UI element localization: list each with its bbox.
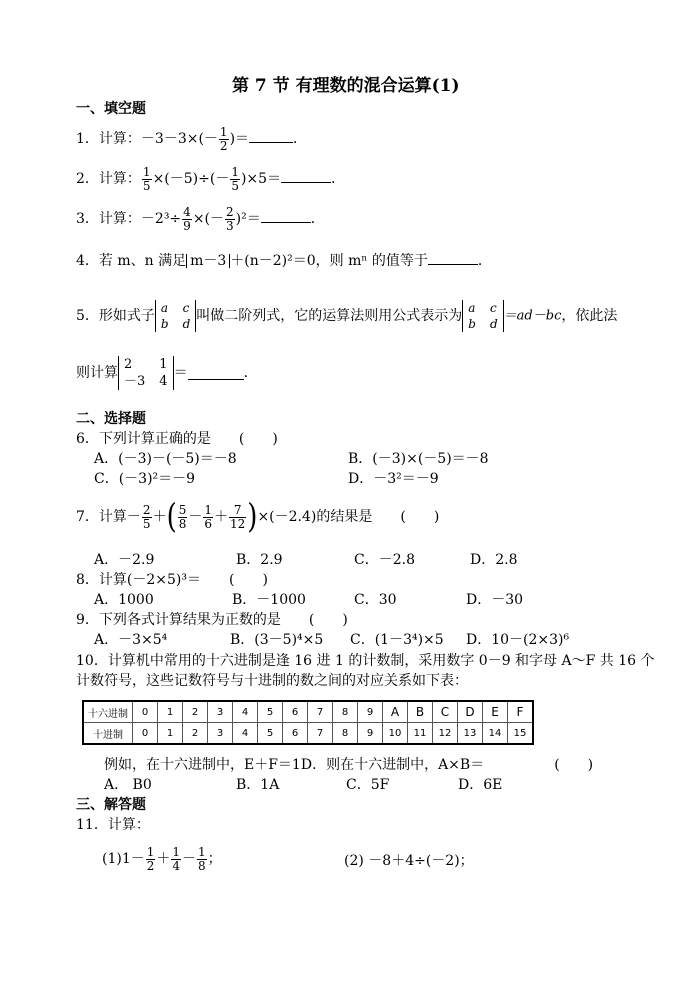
question-7-option-b[interactable]: B．2.9 — [236, 552, 283, 568]
determinant-template: a c b d — [155, 300, 196, 332]
question-7-stem: 7．计算－ $\frac{2}{5}$ ＋( $\frac{5}{8}$ － $\frac{1}{6}$ ＋ $\frac{7}{12}$ )×(－2.4)的结果是 ( ) — [76, 497, 440, 537]
left-paren-icon: ( — [166, 497, 177, 537]
hex-cell: E — [483, 701, 508, 723]
question-8-option-c[interactable]: C．30 — [354, 592, 397, 608]
question-9-option-c[interactable]: C．(1－3⁴)×5 — [350, 632, 444, 648]
hex-cell: 3 — [208, 701, 233, 723]
dec-cell: 0 — [133, 723, 158, 745]
section-heading-fill-blank: 一、填空题 — [76, 101, 146, 117]
fraction: $\frac{1}{5}$ — [142, 165, 151, 193]
question-11-part-2: (2) －8＋4÷(－2)； — [344, 853, 474, 869]
question-9-option-a[interactable]: A．－3×5⁴ — [94, 632, 168, 648]
hex-cell: 8 — [333, 701, 358, 723]
fraction: $\frac{2}{5}$ — [142, 503, 151, 531]
fraction: $\frac{1}{6}$ — [204, 503, 212, 531]
dec-cell: 6 — [283, 723, 308, 745]
section-heading-multiple-choice: 二、选择题 — [76, 411, 146, 427]
question-3: 3．计算：－2³÷ $\frac{4}{9}$ ×(－ $\frac{2}{3}$ )²＝ ． — [76, 205, 325, 233]
question-10-option-a[interactable]: A． B0 — [104, 777, 152, 793]
question-6-option-d[interactable]: D．－3²＝－9 — [348, 471, 439, 487]
hex-cell: B — [408, 701, 433, 723]
question-6-option-a[interactable]: A．(－3)－(－5)＝－8 — [94, 451, 237, 467]
hex-cell: C — [433, 701, 458, 723]
table-row-hex — [83, 701, 533, 723]
dec-cell: 1 — [158, 723, 183, 745]
determinant-formula: a c b d — [462, 300, 503, 332]
dec-cell: 12 — [433, 723, 458, 745]
dec-cell: 4 — [233, 723, 258, 745]
question-7-option-d[interactable]: D．2.8 — [470, 552, 518, 568]
row-label-dec: 十进制 — [83, 723, 133, 745]
dec-cell: 2 — [183, 723, 208, 745]
question-10-stem-line1: 10．计算机中常用的十六进制是逢 16 进 1 的计数制，采用数字 0－9 和字母 A～F 共 16 个 — [76, 653, 655, 669]
dec-cell: 13 — [458, 723, 483, 745]
answer-blank[interactable] — [249, 130, 293, 143]
dec-cell: 5 — [258, 723, 283, 745]
section-heading-solutions: 三、解答题 — [76, 797, 146, 813]
determinant-numeric: 2 1 －3 4 — [118, 356, 174, 390]
dec-cell: 11 — [408, 723, 433, 745]
fraction: $\frac{4}{9}$ — [183, 205, 191, 233]
question-9-stem: 9．下列各式计算结果为正数的是 ( ) — [76, 612, 348, 628]
answer-blank[interactable] — [281, 170, 331, 183]
row-label-hex: 十六进制 — [83, 701, 133, 723]
question-10-example: 例如，在十六进制中，E＋F＝1D．则在十六进制中，A×B＝ ( ) — [104, 757, 594, 773]
question-10-option-b[interactable]: B．1A — [236, 777, 280, 793]
fraction: $\frac{1}{8}$ — [198, 845, 206, 873]
answer-blank[interactable] — [261, 210, 311, 223]
question-10-option-d[interactable]: D．6E — [458, 777, 503, 793]
hex-cell: 9 — [358, 701, 383, 723]
question-11-part-1: (1)1－ $\frac{1}{2}$ ＋ $\frac{1}{4}$ － $\frac{1}{8}$ ； — [102, 845, 222, 873]
fraction: $\frac{1}{4}$ — [172, 845, 181, 873]
fraction: $\frac{1}{2}$ — [219, 125, 228, 153]
question-7-option-a[interactable]: A．－2.9 — [94, 552, 155, 568]
table-row-dec — [83, 723, 533, 745]
hex-cell: 5 — [258, 701, 283, 723]
dec-cell: 14 — [483, 723, 508, 745]
hex-cell: F — [508, 701, 534, 723]
hex-cell: D — [458, 701, 483, 723]
question-8-option-b[interactable]: B．－1000 — [232, 592, 306, 608]
fraction: $\frac{1}{2}$ — [146, 845, 155, 873]
hex-cell: A — [383, 701, 408, 723]
answer-blank[interactable] — [428, 252, 478, 265]
question-8-stem: 8．计算(－2×5)³＝ ( ) — [76, 572, 268, 588]
question-9-option-d[interactable]: D．10－(2×3)⁶ — [466, 632, 570, 648]
fraction: $\frac{5}{8}$ — [178, 503, 187, 531]
absolute-value: m－3 — [186, 254, 230, 268]
question-6-option-b[interactable]: B．(－3)×(－5)＝－8 — [348, 451, 489, 467]
question-11-stem: 11．计算： — [76, 817, 150, 833]
dec-cell: 8 — [333, 723, 358, 745]
hex-cell: 0 — [133, 701, 158, 723]
question-8-option-a[interactable]: A．1000 — [94, 592, 154, 608]
question-5: 5．形如式子 a c b d 叫做二阶列式，它的运算法则用公式表示为 a c b d ＝ad－bc，依此法 — [76, 301, 618, 331]
question-6-option-c[interactable]: C．(－3)²＝－9 — [94, 471, 196, 487]
dec-cell: 9 — [358, 723, 383, 745]
fraction: $\frac{7}{12}$ — [230, 503, 246, 531]
question-7-option-c[interactable]: C．－2.8 — [354, 552, 415, 568]
page-title: 第 7 节 有理数的混合运算(1) — [232, 76, 460, 96]
dec-cell: 10 — [383, 723, 408, 745]
hex-cell: 2 — [183, 701, 208, 723]
hex-cell: 4 — [233, 701, 258, 723]
question-1: 1．计算：－3－3×(－ $\frac{1}{2}$ )＝ ． — [76, 125, 308, 153]
dec-cell: 7 — [308, 723, 333, 745]
fraction: $\frac{1}{5}$ — [231, 165, 239, 193]
question-4: 4．若 m、n 满足 m－3 ＋(n－2)²＝0，则 mⁿ 的值等于 ． — [76, 253, 492, 269]
right-paren-icon: ) — [247, 497, 258, 537]
question-8-option-d[interactable]: D．－30 — [466, 592, 524, 608]
question-9-option-b[interactable]: B．(3－5)⁴×5 — [230, 632, 324, 648]
hex-cell: 6 — [283, 701, 308, 723]
question-10-stem-line2: 计数符号，这些记数符号与十进制的数之间的对应关系如下表： — [76, 673, 468, 689]
question-6-stem: 6．下列计算正确的是 ( ) — [76, 431, 278, 447]
hex-cell: 1 — [158, 701, 183, 723]
dec-cell: 3 — [208, 723, 233, 745]
question-2: 2．计算： $\frac{1}{5}$ ×(－5)÷(－ $\frac{1}{5}$ )×5＝ ． — [76, 165, 346, 193]
question-10-option-c[interactable]: C．5F — [346, 777, 390, 793]
fraction: $\frac{2}{3}$ — [226, 205, 234, 233]
dec-cell: 15 — [508, 723, 534, 745]
hex-decimal-table — [82, 700, 534, 745]
answer-blank[interactable] — [188, 367, 244, 380]
hex-cell: 7 — [308, 701, 333, 723]
question-5-continued: 则计算 2 1 －3 4 ＝ ． — [76, 357, 258, 389]
